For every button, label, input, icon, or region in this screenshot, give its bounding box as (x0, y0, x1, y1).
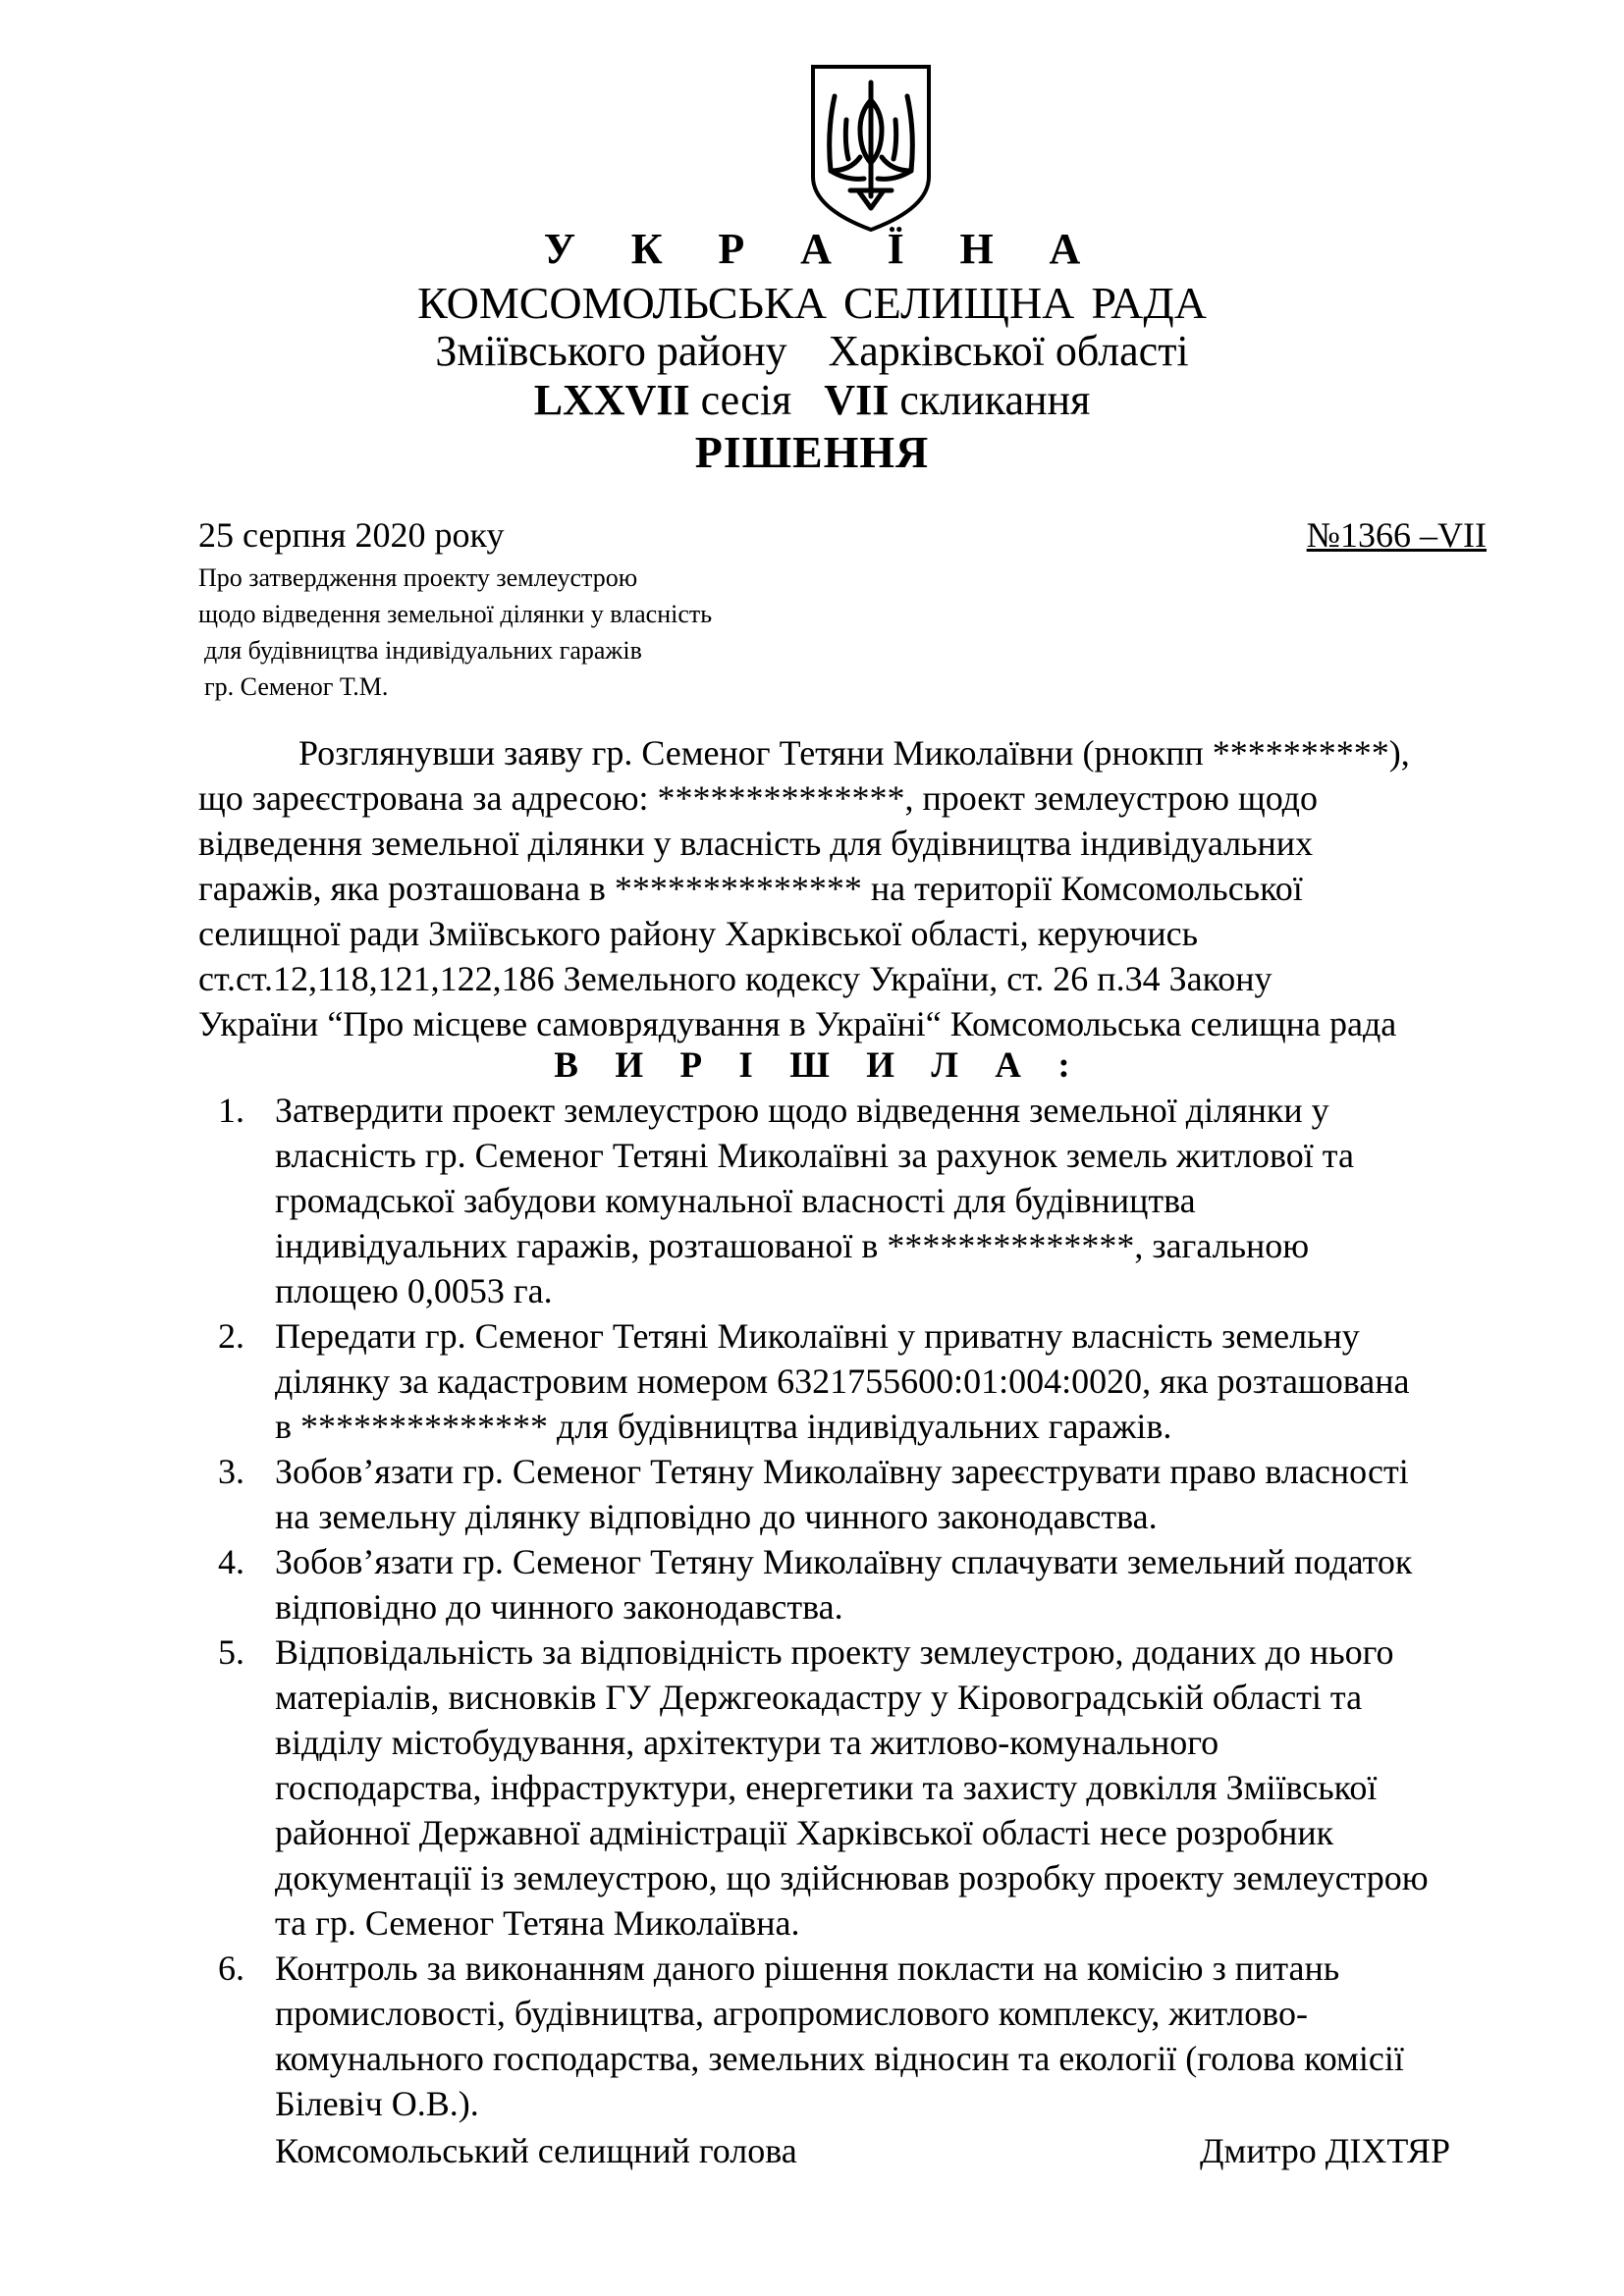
item-line: матеріалів, висновків ГУ Держгеокадастру у Кіровоградській області та (275, 1678, 1363, 1717)
item-line: площею 0,0053 га. (275, 1271, 553, 1310)
item-line: комунального господарства, земельних відносин та екології (голова комісії (275, 2039, 1404, 2078)
preamble-line: Розглянувши заяву гр. Семеног Тетяни Миколаївни (рнокпп **********), (298, 733, 1410, 773)
council-name: КОМСОМОЛЬСЬКА СЕЛИЩНА РАДА (417, 278, 1207, 328)
item-number: 5. (218, 1632, 244, 1672)
item-line: ділянку за кадастровим номером 6321755600:01:004:0020, яка розташована (275, 1362, 1410, 1401)
item-line: Контроль за виконанням даного рішення покласти на комісію з питань (275, 1949, 1340, 1988)
preamble-line: відведення земельної ділянки у власність для будівництва індивідуальних (198, 824, 1314, 863)
item-number: 1. (218, 1091, 244, 1130)
document-type: РІШЕННЯ (694, 427, 930, 477)
item-line: громадської забудови комунальної власності для будівництва (275, 1181, 1196, 1220)
subject-line: щодо відведення земельної ділянки у власність (198, 600, 713, 628)
item-line: індивідуальних гаражів, розташованої в **************, загальною (275, 1226, 1310, 1265)
item-line: на земельну ділянку відповідно до чинного законодавства. (275, 1497, 1158, 1536)
convocation-word: скликання (899, 376, 1091, 424)
item-number: 6. (218, 1949, 244, 1988)
item-line: в ************** для будівництва індивідуальних гаражів. (275, 1407, 1172, 1446)
item-line: районної Державної адміністрації Харківської області несе розробник (275, 1813, 1334, 1852)
country-title: У К Р А Ї Н А (543, 225, 1104, 273)
session-word: сесія (700, 376, 792, 424)
subject-block (198, 560, 712, 705)
item-number: 2. (218, 1316, 244, 1356)
district-name: Зміївського району (435, 327, 787, 375)
item-line: відповідно до чинного законодавства. (275, 1587, 843, 1627)
subject-line: для будівництва індивідуальних гаражів (204, 636, 642, 665)
preamble-line: селищної ради Зміївського району Харківської області, керуючись (198, 914, 1199, 953)
resolved-heading: В И Р І Ш И Л А : (554, 1045, 1084, 1086)
subject-line: гр. Семеног Т.М. (204, 672, 389, 701)
signature-name: Дмитро ДІХТЯР (1200, 2131, 1450, 2170)
preamble-line: гаражів, яка розташована в ************** на території Комсомольської (198, 869, 1303, 908)
item-line: Затвердити проект землеустрою щодо відведення земельної ділянки у (275, 1091, 1329, 1130)
item-line: відділу містобудування, архітектури та житлово-комунального (275, 1723, 1219, 1762)
item-number: 4. (218, 1542, 244, 1581)
decision-date: 25 серпня 2020 року (198, 515, 505, 555)
session-line (0, 375, 1624, 425)
coat-of-arms-icon (807, 61, 935, 236)
item-line: господарства, інфраструктури, енергетики та захисту довкілля Зміївської (275, 1768, 1378, 1807)
item-line: Відповідальність за відповідність проекту землеустрою, доданих до нього (275, 1632, 1394, 1672)
item-line: промисловості, будівництва, агропромислового комплексу, житлово- (275, 1994, 1309, 2033)
decision-number: №1366 –VII (1306, 515, 1487, 555)
signature-title: Комсомольський селищний голова (275, 2131, 797, 2170)
session-roman: LXXVII (533, 376, 690, 424)
region-name: Харківської області (828, 327, 1189, 375)
item-number: 3. (218, 1452, 244, 1491)
item-line: документації із землеустрою, що здійснював розробку проекту землеустрою (275, 1858, 1429, 1897)
preamble-line: ст.ст.12,118,121,122,186 Земельного кодексу України, ст. 26 п.34 Закону (198, 959, 1272, 998)
subject-line: Про затвердження проекту землеустрою (198, 563, 638, 592)
item-line: Зобов’язати гр. Семеног Тетяну Миколаївну зареєструвати право власності (275, 1452, 1409, 1491)
item-line: Зобов’язати гр. Семеног Тетяну Миколаївну сплачувати земельний податок (275, 1542, 1413, 1581)
district-line (0, 326, 1624, 376)
item-line: та гр. Семеног Тетяна Миколаївна. (275, 1903, 800, 1943)
preamble-line: що зареєстрована за адресою: **************, проект землеустрою щодо (198, 778, 1318, 818)
item-line: власність гр. Семеног Тетяні Миколаївні за рахунок земель житлової та (275, 1136, 1354, 1175)
item-line: Білевіч О.В.). (275, 2084, 479, 2123)
preamble-line: України “Про місцеве самоврядування в Україні“ Комсомольська селищна рада (198, 1004, 1397, 1043)
convocation-roman: VII (824, 376, 890, 424)
item-line: Передати гр. Семеног Тетяні Миколаївні у приватну власність земельну (275, 1316, 1360, 1356)
